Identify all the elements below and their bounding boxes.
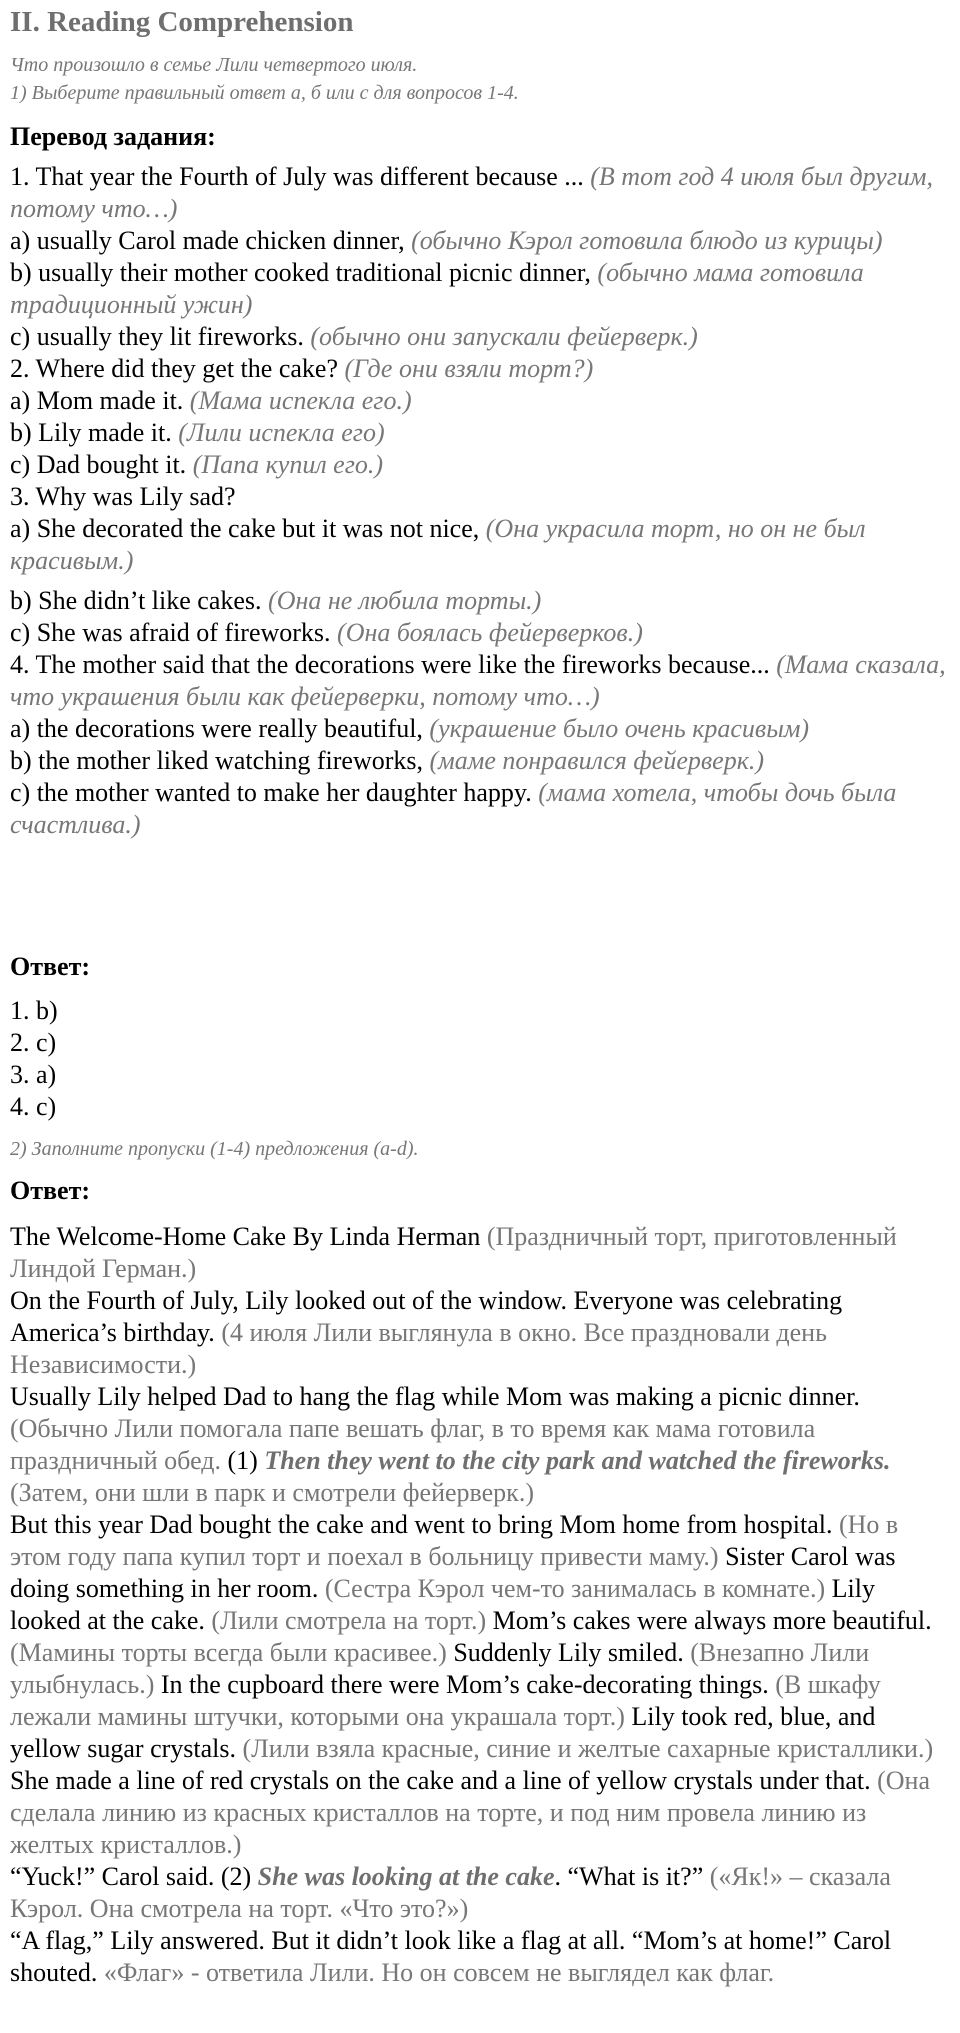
- questions-list: [10, 161, 950, 841]
- question-4: 4. The mother said that the decorations were like the fireworks because... (Мама сказала, что украшения были как фейерверки, потому что…): [10, 650, 946, 711]
- option-2b: b) Lily made it. (Лили испекла его): [10, 418, 385, 447]
- option-4c: c) the mother wanted to make her daughter happy. (мама хотела, чтобы дочь была счастлива.): [10, 778, 897, 839]
- answer-1: 1. b): [10, 996, 58, 1025]
- question-2: 2. Where did they get the cake? (Где они взяли торт?): [10, 354, 594, 383]
- answer-3: 3. a): [10, 1060, 57, 1089]
- option-2a: a) Mom made it. (Мама испекла его.): [10, 386, 412, 415]
- task-translation-heading: Перевод задания:: [10, 122, 216, 151]
- answer-heading-2: Ответ:: [10, 1176, 91, 1205]
- section-title: II. Reading Comprehension: [10, 6, 354, 38]
- gap-2-answer: She was looking at the cake: [257, 1862, 555, 1891]
- option-3a: a) She decorated the cake but it was not nice, (Она украсила торт, но он не был красивым.): [10, 514, 866, 575]
- story-text: The Welcome-Home Cake By Linda Herman (Праздничный торт, приготовленный Линдой Герман.) On the Fourth of July, Lily looked out of the window. Everyone was celebrating America’s birthday. (4 июля Лили выглянула в окно. Все праздновали день Независимости.) Usually Lily helped Dad to hang the flag while Mom was making a picnic dinner. (Обычно Лили помогала папе вешать флаг, в то время как мама готовила праздничный обед. (1) Then they went to the city park and watched the fireworks. (Затем, они шли в парк и смотрели фейерверк.) But this year Dad bought the cake and went to bring Mom home from hospital. (Но в этом году папа купил торт и поехал в больницу привести маму.) Sister Carol was doing something in her room. (Сестра Кэрол чем-то занималась в комнате.) Lily looked at the cake. (Лили смотрела на торт.) Mom’s cakes were always more beautiful. (Мамины торты всегда были красивее.) Suddenly Lily smiled. (Внезапно Лили улыбнулась.) In the cupboard there were Mom’s cake-decorating things. (В шкафу лежали мамины штучки, которыми она украшала торт.) Lily took red, blue, and yellow sugar crystals. (Лили взяла красные, синие и желтые сахарные кристаллики.) She made a line of red crystals on the cake and a line of yellow crystals under that. (Она сделала линию из красных кристаллов на торте, и под ним провела линию из желтых кристаллов.) “Yuck!” Carol said. (2) She was looking at the cake. “What is it?” («Як!» – сказала Кэрол. Она смотрела на торт. «Что это?») “A flag,” Lily answered. But it didn’t look like a flag at all. “Mom’s at home!” Carol shouted. «Флаг» - ответила Лили. Но он совсем не выглядел как флаг.: [10, 1222, 934, 1987]
- option-4a: a) the decorations were really beautiful, (украшение было очень красивым): [10, 714, 810, 743]
- answer-2: 2. c): [10, 1028, 57, 1057]
- document-page: [0, 6, 960, 1989]
- question-3: 3. Why was Lily sad?: [10, 482, 236, 511]
- option-2c: c) Dad bought it. (Папа купил его.): [10, 450, 384, 479]
- option-4b: b) the mother liked watching fireworks, (маме понравился фейерверк.): [10, 746, 765, 775]
- gap-1-answer: Then they went to the city park and watched the fireworks.: [264, 1446, 891, 1475]
- question-1: 1. That year the Fourth of July was different because ... (В тот год 4 июля был другим, потому что…): [10, 162, 934, 223]
- instruction-3: 2) Заполните пропуски (1-4) предложения (a-d).: [10, 1138, 419, 1160]
- option-1c: c) usually they lit fireworks. (обычно они запускали фейерверк.): [10, 322, 698, 351]
- answers-list: [10, 995, 950, 1123]
- instruction-1: Что произошло в семье Лили четвертого июля.: [10, 54, 418, 76]
- answer-4: 4. c): [10, 1092, 57, 1121]
- option-3b: b) She didn’t like cakes. (Она не любила торты.): [10, 586, 542, 615]
- option-1a: a) usually Carol made chicken dinner, (обычно Кэрол готовила блюдо из курицы): [10, 226, 883, 255]
- instruction-2: 1) Выберите правильный ответ a, б или c для вопросов 1-4.: [10, 82, 519, 104]
- answer-heading: Ответ:: [10, 952, 91, 981]
- option-3c: c) She was afraid of fireworks. (Она боялась фейерверков.): [10, 618, 643, 647]
- option-1b: b) usually their mother cooked traditional picnic dinner, (обычно мама готовила традиционный ужин): [10, 258, 864, 319]
